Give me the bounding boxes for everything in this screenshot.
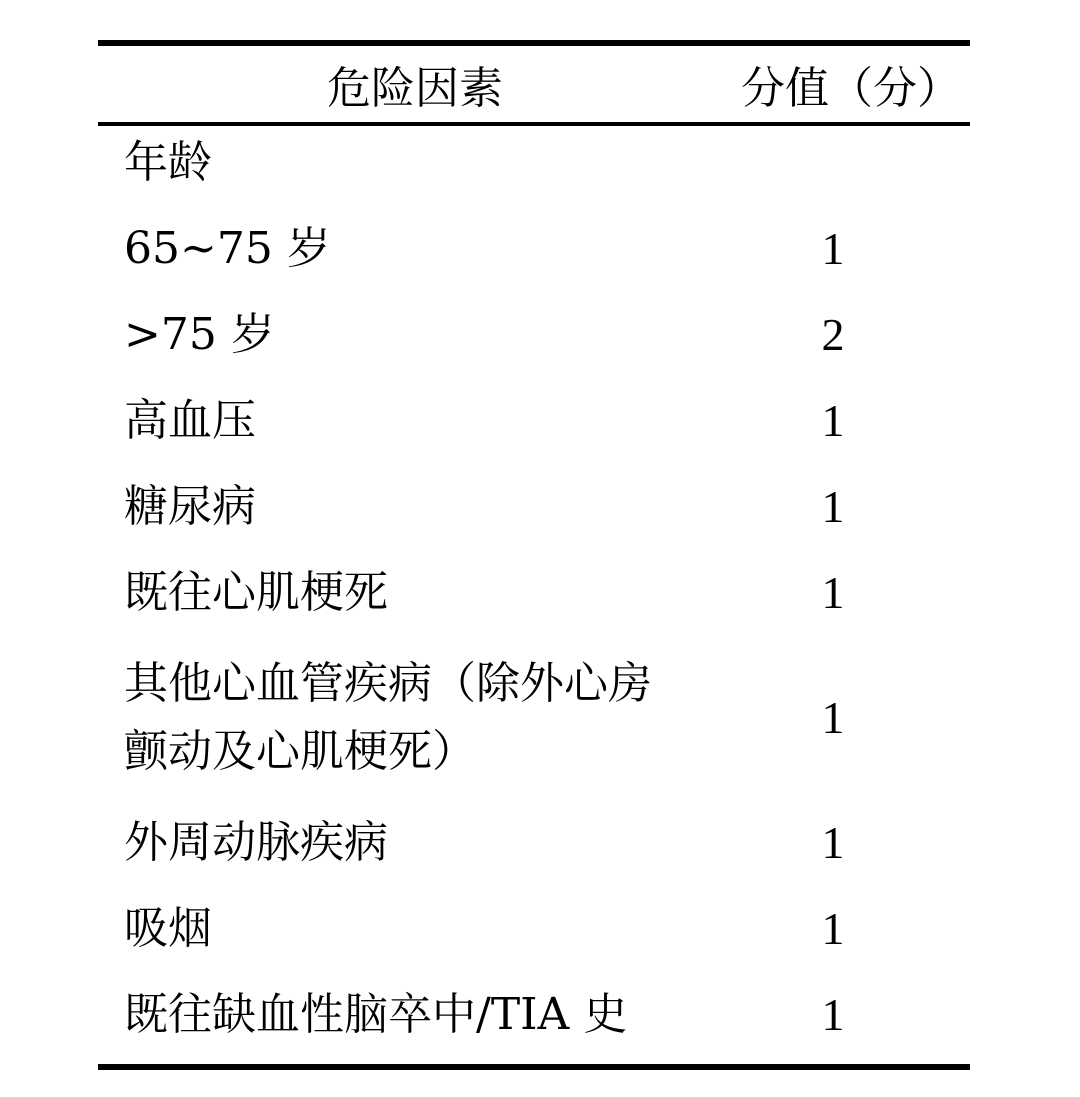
table-row xyxy=(98,124,970,206)
row-factor: 其他心血管疾病（除外心房颤动及心肌梗死） xyxy=(124,658,652,777)
table-row xyxy=(98,886,970,972)
table-row xyxy=(98,464,970,550)
row-score xyxy=(732,124,970,206)
table-row xyxy=(98,378,970,464)
table-row xyxy=(98,550,970,636)
row-factor: 外周动脉疾病 xyxy=(124,817,388,868)
row-score: 1 xyxy=(821,817,845,868)
table-row xyxy=(98,972,970,1067)
header-risk-factor: 危险因素 xyxy=(327,63,503,114)
row-factor: >75 岁 xyxy=(124,309,275,360)
row-factor: 年龄 xyxy=(124,137,212,188)
table-row xyxy=(98,292,970,378)
row-score: 1 xyxy=(821,223,845,274)
row-factor: 高血压 xyxy=(124,395,256,446)
table-body xyxy=(98,124,970,1067)
header-score: 分值（分） xyxy=(741,63,961,114)
table-row xyxy=(98,636,970,800)
table-row xyxy=(98,206,970,292)
table-row xyxy=(98,800,970,886)
row-factor: 既往缺血性脑卒中/TIA 史 xyxy=(124,989,628,1040)
row-factor: 吸烟 xyxy=(124,903,212,954)
row-factor: 65~75 岁 xyxy=(124,223,331,274)
header-row xyxy=(98,43,970,124)
table-header xyxy=(98,43,970,124)
row-factor: 糖尿病 xyxy=(124,481,256,532)
row-score: 1 xyxy=(821,903,845,954)
risk-score-table xyxy=(98,40,970,1070)
row-score: 1 xyxy=(821,989,845,1040)
row-factor: 既往心肌梗死 xyxy=(124,567,388,618)
row-score: 1 xyxy=(821,395,845,446)
row-score: 2 xyxy=(821,309,845,360)
row-score: 1 xyxy=(821,481,845,532)
row-score: 1 xyxy=(821,692,845,743)
row-score: 1 xyxy=(821,567,845,618)
